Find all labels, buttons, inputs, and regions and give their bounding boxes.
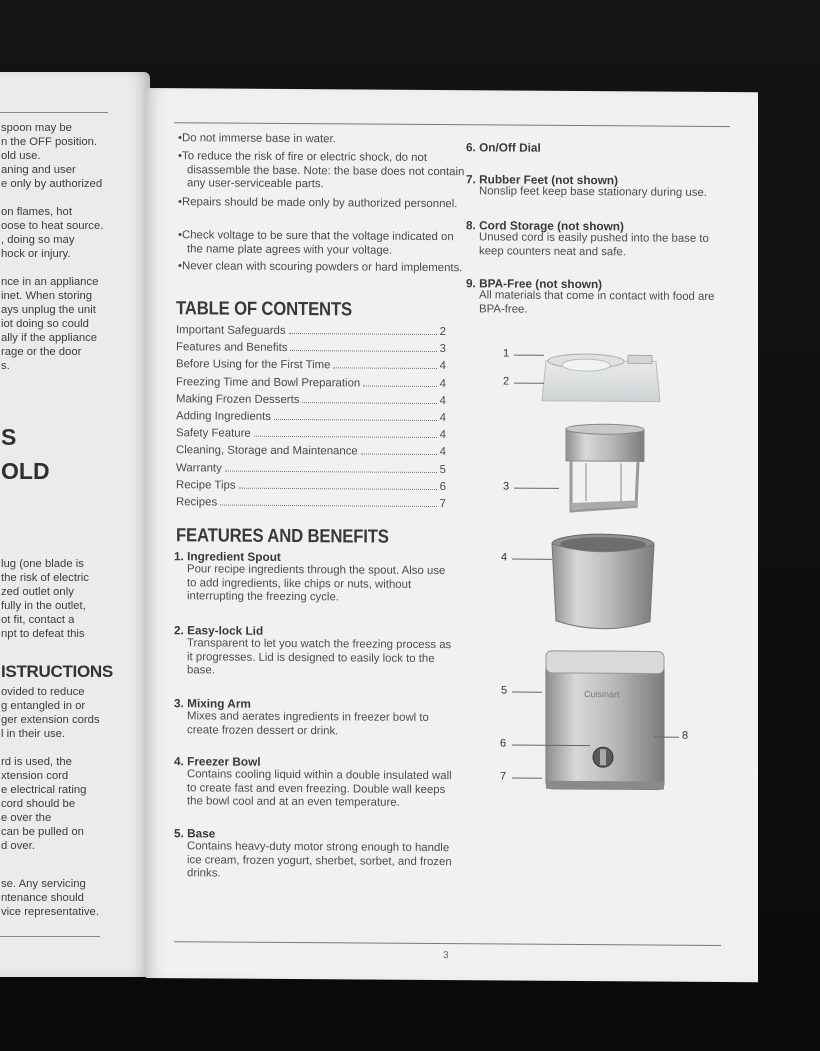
safeguard-text: Check voltage to be sure that the voltage indicated on the name plate agrees with your voltage. [182, 229, 454, 257]
feature-description: Contains cooling liquid within a double insulated wall to create fast and even freezing. Double wall keeps the bowl cool and at an even temperature. [187, 768, 452, 810]
toc-leader [290, 350, 436, 352]
left-text-line: npt to defeat this [1, 628, 85, 640]
safeguard-bullet [178, 132, 472, 148]
right-page [146, 88, 758, 982]
toc-leader [302, 402, 436, 404]
callout-number: 7 [500, 770, 507, 783]
feature-description: Contains heavy-duty motor strong enough to handle ice cream, frozen yogurt, sherbet, sorbet, and frozen drinks. [187, 840, 452, 880]
feature-heading: 9. BPA-Free (not shown) [466, 276, 603, 292]
feature-heading: 6. On/Off Dial [466, 140, 541, 155]
toc-leader [333, 368, 436, 370]
left-text-line: e over the [1, 812, 52, 824]
toc-leader [361, 454, 437, 456]
callout-number: 1 [503, 347, 510, 360]
toc-page: 4 [439, 412, 446, 425]
toc-leader [254, 436, 437, 438]
feature-description: Unused cord is easily pushed into the base to keep counters neat and safe. [479, 231, 709, 259]
left-text-line: rage or the door [1, 346, 82, 358]
feature-description: Mixes and aerates ingredients in freezer bowl to create frozen dessert or drink. [187, 710, 429, 738]
callout-leader [514, 383, 544, 384]
toc-label: Warranty [176, 461, 222, 475]
toc-page: 4 [439, 429, 446, 442]
left-text-line: lug (one blade is [1, 558, 84, 570]
left-text-line: e only by authorized [1, 178, 103, 190]
toc-page: 4 [439, 394, 446, 407]
feature-heading: 7. Rubber Feet (not shown) [466, 172, 619, 188]
toc-entry [176, 373, 446, 390]
toc-label: Recipe Tips [176, 479, 236, 492]
toc-label: Important Safeguards [176, 324, 286, 337]
toc-leader [220, 505, 437, 508]
left-text-line: old use. [1, 150, 41, 162]
bottom-rule [174, 941, 721, 946]
product-diagram [476, 340, 726, 792]
callout-leader [514, 355, 544, 356]
feature-description: All materials that come in contact with food are BPA-free. [479, 289, 715, 316]
mixing-arm-illustration [566, 424, 644, 512]
left-text-line: rd is used, the [1, 756, 72, 768]
left-text-line: the risk of electric [1, 572, 89, 584]
callout-number: 2 [503, 375, 510, 388]
toc-entry [176, 407, 446, 424]
feature-heading: 5. Base [174, 826, 216, 841]
toc-page: 4 [439, 360, 446, 373]
left-text-line: ger extension cords [1, 714, 100, 726]
feature-heading: 3. Mixing Arm [174, 696, 251, 711]
left-text-line: xtension cord [1, 770, 69, 782]
toc-label: Features and Benefits [176, 341, 288, 355]
left-text-line: ovided to reduce [1, 686, 85, 698]
left-text-line: oose to heat source. [1, 220, 104, 232]
toc-title: TABLE OF CONTENTS [176, 298, 352, 321]
toc-page: 5 [439, 463, 446, 476]
toc-label: Safety Feature [176, 427, 251, 440]
toc-entry [176, 321, 446, 338]
freezer-bowl-illustration [552, 534, 654, 629]
safeguard-text: Never clean with scouring powders or hard implements. [182, 260, 463, 275]
left-text-line: g entangled in or [1, 700, 86, 712]
toc-entry [176, 459, 446, 476]
bottom-rule [0, 936, 100, 937]
left-text-line: hock or injury. [1, 248, 71, 260]
left-text-line: ntenance should [1, 892, 84, 904]
toc-leader [289, 333, 437, 335]
callout-leader [512, 692, 542, 693]
toc-leader [274, 419, 437, 421]
safeguard-bullet [178, 229, 472, 258]
callout-number: 5 [501, 684, 508, 697]
callout-number: 4 [501, 551, 508, 564]
safeguard-bullet [178, 150, 472, 193]
brand-label: Cuisinart [584, 689, 620, 700]
feature-description: Transparent to let you watch the freezing process as it progresses. Lid is designed to easily lock to the base. [187, 637, 452, 677]
left-text-line: inet. When storing [1, 290, 93, 302]
left-text-line: d over. [1, 840, 35, 852]
safeguard-bullet [178, 260, 472, 276]
left-text-line: on flames, hot [1, 206, 72, 218]
left-text-line: iot doing so could [1, 318, 89, 330]
left-text-line: , doing so may [1, 234, 75, 246]
toc-leader [239, 487, 437, 489]
left-subheading: ISTRUCTIONS [1, 662, 113, 681]
toc-label: Before Using for the First Time [176, 358, 331, 372]
toc-leader [363, 385, 436, 387]
safeguard-text: To reduce the risk of fire or electric shock, do not disassemble the base. Note: the base does not contain any user-serviceable parts. [182, 150, 465, 191]
left-text-line: zed outlet only [1, 586, 74, 598]
toc-entry [176, 390, 446, 407]
left-text-line: ot fit, contact a [1, 614, 75, 626]
toc-page: 3 [439, 343, 446, 356]
toc-label: Adding Ingredients [176, 410, 271, 423]
feature-heading: 1. Ingredient Spout [174, 549, 281, 564]
page-number: 3 [443, 950, 449, 962]
left-text-line: s. [1, 360, 10, 372]
feature-heading: 8. Cord Storage (not shown) [466, 218, 624, 234]
callout-leader [654, 737, 679, 738]
left-text-line: aning and user [1, 164, 76, 176]
safeguard-bullet [178, 196, 472, 212]
left-text-line: n the OFF position. [1, 136, 98, 148]
callout-leader [512, 778, 542, 779]
feature-description: Pour recipe ingredients through the spout. Also use to add ingredients, like chips or nuts, without interrupting the freezing cycle. [187, 563, 446, 604]
left-text-line: cord should be [1, 798, 76, 810]
callout-number: 3 [503, 480, 510, 493]
left-text-line: l in their use. [1, 728, 66, 740]
safeguard-text: Repairs should be made only by authorized personnel. [182, 196, 458, 211]
left-text-line: ally if the appliance [1, 332, 98, 344]
feature-heading: 2. Easy-lock Lid [174, 623, 264, 638]
top-rule [174, 122, 730, 127]
toc-page: 2 [439, 326, 446, 339]
left-text-line: vice representative. [1, 906, 99, 918]
callout-number: 8 [682, 729, 689, 742]
toc-page: 6 [439, 480, 446, 493]
left-text-line: ays unplug the unit [1, 304, 96, 316]
toc-entry [176, 338, 446, 355]
lid-illustration [542, 354, 660, 402]
toc-entry [176, 493, 446, 510]
toc-entry [176, 476, 446, 493]
feature-description: Nonslip feet keep base stationary during use. [479, 185, 707, 199]
toc-page: 4 [439, 377, 446, 390]
feature-heading: 4. Freezer Bowl [174, 754, 261, 769]
left-text-line: se. Any servicing [1, 878, 86, 890]
toc-label: Recipes [176, 496, 218, 509]
left-text-line: fully in the outlet, [1, 600, 86, 612]
left-heading-2: OLD [1, 458, 50, 484]
toc-label: Making Frozen Desserts [176, 393, 300, 406]
base-illustration [546, 651, 664, 790]
toc-entry [176, 356, 446, 373]
toc-label: Freezing Time and Bowl Preparation [176, 375, 361, 390]
toc-leader [225, 470, 437, 472]
toc-entry [176, 442, 446, 459]
callout-number: 6 [500, 737, 507, 750]
left-text-line: spoon may be [1, 122, 72, 134]
toc-page: 7 [439, 498, 446, 511]
toc-label: Cleaning, Storage and Maintenance [176, 444, 358, 458]
features-title: FEATURES AND BENEFITS [176, 525, 389, 548]
left-text-line: nce in an appliance [1, 276, 99, 288]
top-rule [0, 112, 108, 113]
safeguard-text: Do not immerse base in water. [182, 132, 336, 146]
left-heading-1: S [1, 424, 17, 450]
left-text-line: can be pulled on [1, 826, 84, 838]
toc-entry [176, 424, 446, 441]
left-page [0, 72, 150, 977]
left-text-line: e electrical rating [1, 784, 87, 796]
toc-page: 4 [439, 446, 446, 459]
